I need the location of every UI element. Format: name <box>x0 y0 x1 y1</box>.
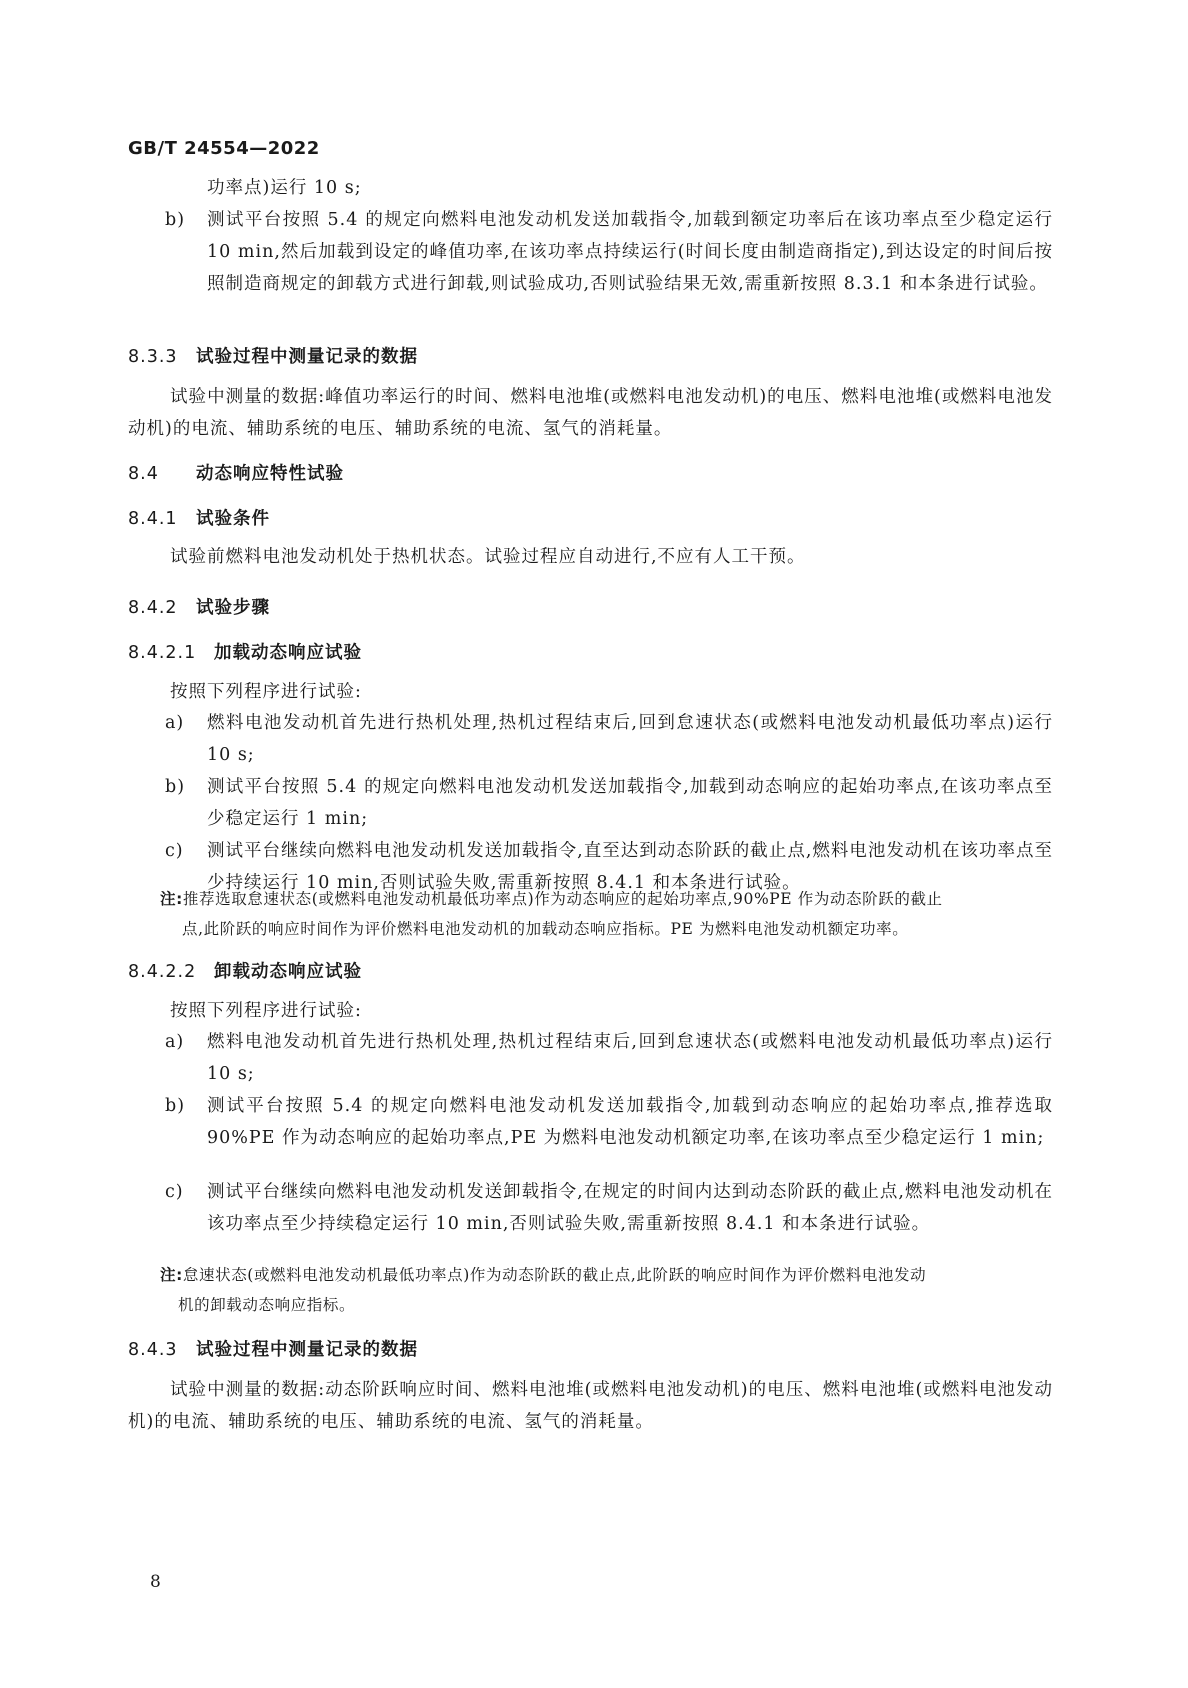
list-item-text: 测试平台继续向燃料电池发动机发送加载指令,直至达到动态阶跃的截止点,燃料电池发动机在该功率点至少持续运行 10 min,否则试验失败,需重新按照 8.4.1 和本条进行试验。 <box>207 841 1053 893</box>
section-title: 试验步骤 <box>196 598 270 618</box>
list-item-text: 燃料电池发动机首先进行热机处理,热机过程结束后,回到怠速状态(或燃料电池发动机最低功率点)运行 10 s; <box>207 713 1053 765</box>
list-item-label: a) <box>165 713 185 733</box>
paragraph: 试验前燃料电池发动机处于热机状态。试验过程应自动进行,不应有人工干预。 <box>170 547 806 567</box>
list-item-label: a) <box>165 1032 185 1052</box>
list-item <box>165 707 1053 771</box>
continued-item-text: 功率点)运行 10 s; <box>207 178 362 198</box>
section-title: 试验过程中测量记录的数据 <box>196 1340 418 1360</box>
list-item-label: b) <box>165 210 186 230</box>
note <box>160 1260 1060 1320</box>
section-number: 8.4.2 <box>128 598 178 618</box>
section-heading-8-4-2-1 <box>128 639 362 664</box>
section-heading-8-4-2 <box>128 594 270 619</box>
procedure-intro: 按照下列程序进行试验: <box>170 682 362 702</box>
list-item-text: 测试平台按照 5.4 的规定向燃料电池发动机发送加载指令,加载到动态响应的起始功率点,在该功率点至少稳定运行 1 min; <box>207 777 1053 829</box>
section-number: 8.4.1 <box>128 509 178 529</box>
section-title: 试验过程中测量记录的数据 <box>196 347 418 367</box>
list-item-label: c) <box>165 841 184 861</box>
list-item <box>165 1026 1053 1090</box>
section-heading-8-4 <box>128 460 344 485</box>
section-title: 试验条件 <box>196 509 270 529</box>
section-title: 卸载动态响应试验 <box>214 962 362 982</box>
list-item <box>165 1090 1053 1154</box>
section-heading-8-4-1 <box>128 505 270 530</box>
paragraph: 试验中测量的数据:动态阶跃响应时间、燃料电池堆(或燃料电池发动机)的电压、燃料电池堆(或燃料电池发动机)的电流、辅助系统的电压、辅助系统的电流、氢气的消耗量。 <box>128 1380 1053 1432</box>
list-item-label: c) <box>165 1182 184 1202</box>
list-item <box>165 204 1053 300</box>
section-title: 加载动态响应试验 <box>214 643 362 663</box>
section-heading-8-3-3 <box>128 343 418 368</box>
paragraph: 试验中测量的数据:峰值功率运行的时间、燃料电池堆(或燃料电池发动机)的电压、燃料电池堆(或燃料电池发动机)的电流、辅助系统的电压、辅助系统的电流、氢气的消耗量。 <box>128 387 1053 439</box>
section-title: 动态响应特性试验 <box>196 464 344 484</box>
section-number: 8.4.2.1 <box>128 643 197 663</box>
procedure-intro: 按照下列程序进行试验: <box>170 1001 362 1021</box>
section-heading-8-4-3 <box>128 1336 418 1361</box>
section-number: 8.4.2.2 <box>128 962 197 982</box>
section-number: 8.4 <box>128 464 159 484</box>
list-item <box>165 771 1053 835</box>
list-item-text: 测试平台按照 5.4 的规定向燃料电池发动机发送加载指令,加载到动态响应的起始功率点,推荐选取 90%PE 作为动态响应的起始功率点,PE 为燃料电池发动机额定功率,在该功率点至少稳定运行 1 min; <box>207 1096 1053 1148</box>
list-item-text: 测试平台按照 5.4 的规定向燃料电池发动机发送加载指令,加载到额定功率后在该功率点至少稳定运行 10 min,然后加载到设定的峰值功率,在该功率点持续运行(时间长度由制造商指定),到达设定的时间后按照制造商规定的卸载方式进行卸载,则试验成功,否则试验结果无效,需重新按照 8.3.1 和本条进行试验。 <box>207 210 1053 294</box>
list-item-label: b) <box>165 1096 186 1116</box>
note-label: 注: <box>160 1266 183 1284</box>
note <box>160 884 1060 944</box>
page-number: 8 <box>150 1572 161 1592</box>
note-text: 机的卸载动态响应指标。 <box>178 1296 356 1314</box>
list-item-text: 燃料电池发动机首先进行热机处理,热机过程结束后,回到怠速状态(或燃料电池发动机最低功率点)运行 10 s; <box>207 1032 1053 1084</box>
list-item-label: b) <box>165 777 186 797</box>
note-label: 注: <box>160 890 183 908</box>
note-text: 推荐选取怠速状态(或燃料电池发动机最低功率点)作为动态响应的起始功率点,90%PE 作为动态阶跃的截止 <box>182 890 943 908</box>
list-item <box>165 1176 1053 1240</box>
section-number: 8.4.3 <box>128 1340 178 1360</box>
list-item-text: 测试平台继续向燃料电池发动机发送卸载指令,在规定的时间内达到动态阶跃的截止点,燃料电池发动机在该功率点至少持续稳定运行 10 min,否则试验失败,需重新按照 8.4.1 和本条进行试验。 <box>207 1182 1053 1234</box>
section-heading-8-4-2-2 <box>128 958 362 983</box>
section-number: 8.3.3 <box>128 347 178 367</box>
note-text: 点,此阶跃的响应时间作为评价燃料电池发动机的加载动态响应指标。PE 为燃料电池发动机额定功率。 <box>182 920 909 938</box>
note-text: 怠速状态(或燃料电池发动机最低功率点)作为动态阶跃的截止点,此阶跃的响应时间作为评价燃料电池发动 <box>182 1266 927 1284</box>
standard-code: GB/T 24554—2022 <box>128 138 320 159</box>
